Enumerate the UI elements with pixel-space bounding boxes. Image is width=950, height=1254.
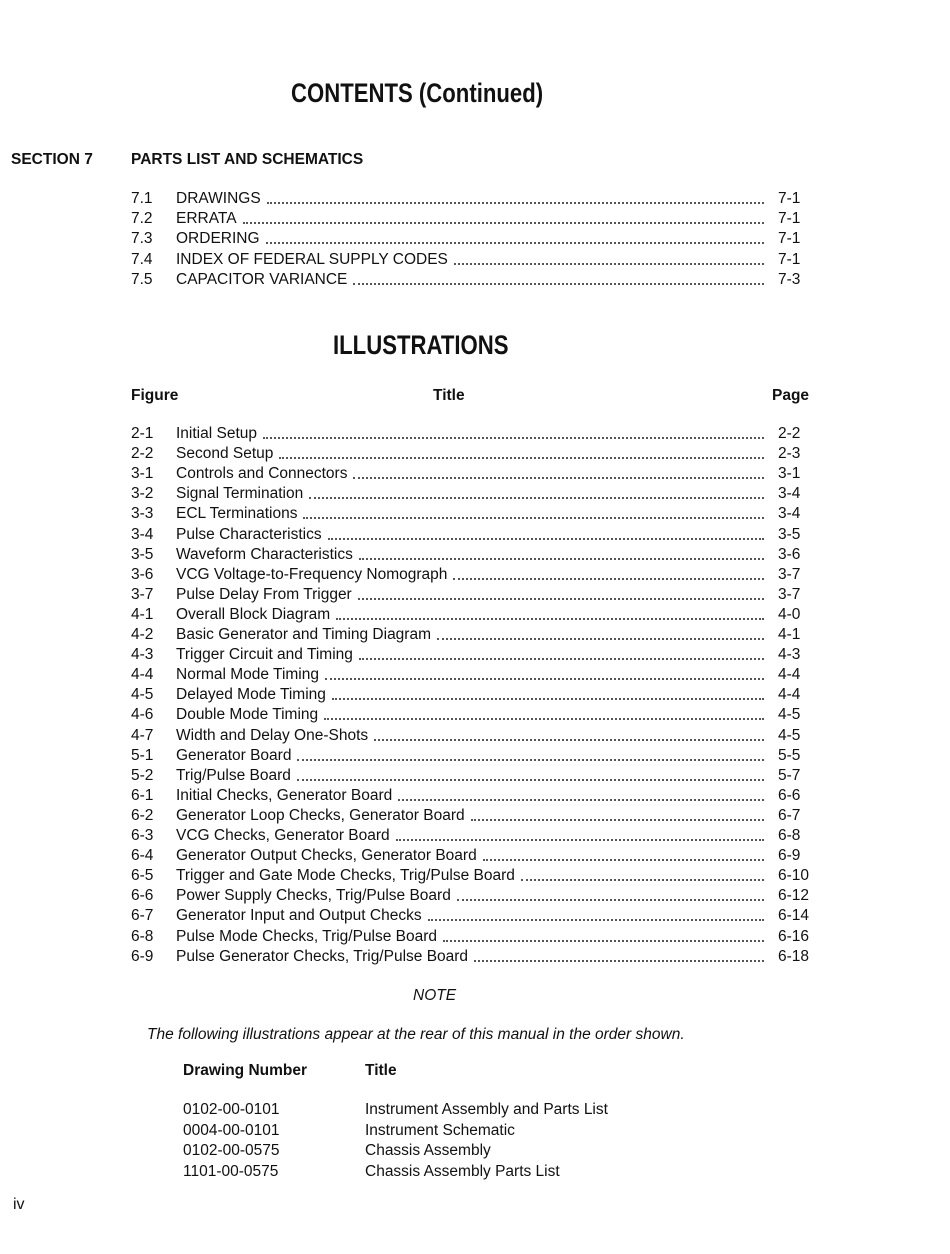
row-number: 3-2 [131, 485, 154, 503]
dot-leader [443, 927, 764, 947]
row-number: 4-3 [131, 646, 154, 664]
dot-leader [309, 484, 764, 504]
dot-leader [328, 525, 764, 545]
dot-leader [358, 585, 764, 605]
note-heading: NOTE [413, 987, 457, 1004]
dot-leader [457, 886, 764, 906]
dot-leader [332, 685, 764, 705]
illustration-row [0, 645, 950, 665]
section-title: PARTS LIST AND SCHEMATICS [131, 151, 364, 168]
contents-row [0, 250, 950, 270]
row-number: 7.2 [131, 210, 153, 228]
row-title: Basic Generator and Timing Diagram [176, 626, 432, 643]
illustration-row [0, 906, 950, 926]
row-title: Second Setup [176, 445, 274, 463]
illustration-row [0, 685, 950, 705]
row-page: 7-1 [778, 250, 801, 268]
row-title: VCG Voltage-to-Frequency Nomograph [176, 565, 448, 583]
dot-leader [359, 645, 764, 665]
illustration-row [0, 605, 950, 625]
illustration-row [0, 947, 950, 967]
row-number: 2-2 [131, 445, 154, 463]
row-title: Trigger Circuit and Timing [176, 646, 353, 664]
row-number: 3-3 [131, 505, 154, 523]
row-page: 5-5 [778, 746, 801, 764]
row-number: 7.1 [131, 190, 153, 207]
dot-leader [263, 424, 764, 444]
dot-leader [453, 565, 764, 585]
row-number: 6-3 [131, 827, 154, 844]
title-column-header: Title [433, 387, 465, 404]
row-page: 6-8 [778, 827, 801, 844]
dot-leader [303, 504, 764, 524]
row-number: 7.4 [131, 250, 153, 268]
contents-heading: CONTENTS (Continued) [291, 78, 544, 108]
illustrations-heading: ILLUSTRATIONS [333, 330, 509, 360]
dot-leader [359, 545, 764, 565]
row-number: 6-5 [131, 867, 154, 885]
row-number: 7.3 [131, 230, 153, 248]
dot-leader [297, 746, 764, 766]
illustration-row [0, 464, 950, 484]
row-title: ECL Terminations [176, 505, 298, 523]
illustration-row [0, 866, 950, 886]
row-page: 4-5 [778, 726, 801, 744]
row-title: Trig/Pulse Board [176, 766, 291, 784]
illustration-row [0, 484, 950, 504]
row-number: 7.5 [131, 270, 153, 288]
row-number: 4-6 [131, 706, 154, 724]
figure-column-header: Figure [131, 387, 179, 404]
row-title: Generator Output Checks, Generator Board [176, 847, 477, 865]
row-number: 6-6 [131, 887, 154, 905]
row-title: ERRATA [176, 210, 237, 228]
page-column-header: Page [772, 387, 810, 404]
drawing-title: Chassis Assembly [365, 1142, 491, 1159]
dot-leader [279, 444, 764, 464]
row-number: 6-9 [131, 947, 154, 965]
illustration-row [0, 504, 950, 524]
contents-row [0, 270, 950, 290]
page-number: iv [13, 1196, 25, 1213]
drawing-number-header: Drawing Number [183, 1062, 308, 1079]
illustration-row [0, 665, 950, 685]
row-page: 6-12 [778, 887, 810, 905]
row-title: Power Supply Checks, Trig/Pulse Board [176, 887, 451, 905]
row-page: 4-4 [778, 686, 801, 704]
drawing-title: Instrument Schematic [365, 1121, 515, 1139]
illustration-row [0, 424, 950, 444]
row-page: 3-4 [778, 485, 801, 503]
dot-leader [396, 826, 764, 846]
row-number: 6-2 [131, 806, 154, 824]
contents-row [0, 209, 950, 229]
row-title: Pulse Characteristics [176, 525, 322, 543]
row-number: 6-4 [131, 847, 154, 865]
row-title: Initial Setup [176, 425, 257, 442]
row-number: 4-5 [131, 686, 154, 704]
row-title: ORDERING [176, 230, 260, 248]
row-number: 4-7 [131, 726, 154, 744]
dot-leader [474, 947, 764, 967]
row-number: 4-2 [131, 626, 154, 643]
row-number: 3-4 [131, 525, 154, 543]
row-title: VCG Checks, Generator Board [176, 827, 390, 844]
row-page: 7-1 [778, 190, 801, 207]
dot-leader [521, 866, 764, 886]
row-title: Double Mode Timing [176, 706, 319, 724]
illustration-row [0, 886, 950, 906]
contents-row [0, 189, 950, 209]
section-label: SECTION 7 [11, 151, 93, 168]
dot-leader [267, 189, 764, 209]
illustration-row [0, 746, 950, 766]
dot-leader [243, 209, 764, 229]
illustration-row [0, 826, 950, 846]
row-page: 6-10 [778, 867, 810, 885]
row-title: Generator Loop Checks, Generator Board [176, 806, 465, 824]
dot-leader [398, 786, 764, 806]
drawing-title-header: Title [365, 1062, 397, 1079]
row-page: 3-5 [778, 525, 801, 543]
row-page: 7-3 [778, 270, 801, 288]
dot-leader [353, 464, 764, 484]
dot-leader [454, 250, 764, 270]
dot-leader [353, 270, 764, 290]
row-page: 6-9 [778, 847, 801, 865]
row-title: Width and Delay One-Shots [176, 726, 369, 744]
illustration-row [0, 927, 950, 947]
row-title: Normal Mode Timing [176, 666, 319, 684]
row-page: 4-3 [778, 646, 801, 664]
row-page: 3-7 [778, 565, 801, 583]
dot-leader [437, 625, 764, 645]
drawing-title: Instrument Assembly and Parts List [365, 1101, 608, 1118]
illustration-row [0, 766, 950, 786]
row-number: 4-1 [131, 605, 154, 623]
row-number: 2-1 [131, 425, 154, 442]
row-number: 3-5 [131, 545, 154, 563]
row-number: 5-2 [131, 766, 154, 784]
row-page: 7-1 [778, 230, 801, 248]
drawing-number: 1101-00-0575 [183, 1162, 279, 1180]
illustration-row [0, 806, 950, 826]
dot-leader [374, 726, 764, 746]
row-title: Initial Checks, Generator Board [176, 786, 393, 804]
illustration-row [0, 565, 950, 585]
dot-leader [325, 665, 764, 685]
row-number: 6-1 [131, 786, 154, 804]
row-title: Signal Termination [176, 485, 304, 503]
drawing-number: 0004-00-0101 [183, 1121, 280, 1139]
row-title: Waveform Characteristics [176, 545, 353, 563]
row-number: 3-1 [131, 465, 154, 483]
row-page: 6-6 [778, 786, 801, 804]
illustration-row [0, 545, 950, 565]
dot-leader [324, 705, 764, 725]
illustration-row [0, 525, 950, 545]
drawing-title: Chassis Assembly Parts List [365, 1162, 560, 1180]
row-number: 5-1 [131, 746, 154, 764]
row-title: Pulse Generator Checks, Trig/Pulse Board [176, 947, 469, 965]
row-number: 4-4 [131, 666, 154, 684]
illustration-row [0, 444, 950, 464]
illustration-row [0, 726, 950, 746]
dot-leader [471, 806, 764, 826]
illustration-row [0, 786, 950, 806]
row-title: INDEX OF FEDERAL SUPPLY CODES [176, 250, 448, 268]
row-page: 6-16 [778, 927, 810, 945]
illustration-row [0, 625, 950, 645]
row-number: 6-8 [131, 927, 154, 945]
row-page: 3-7 [778, 585, 801, 603]
row-page: 3-6 [778, 545, 801, 563]
row-page: 3-1 [778, 465, 801, 483]
row-title: Pulse Mode Checks, Trig/Pulse Board [176, 927, 438, 945]
drawing-number: 0102-00-0101 [183, 1101, 280, 1118]
dot-leader [428, 906, 764, 926]
dot-leader [336, 605, 764, 625]
row-page: 7-1 [778, 210, 801, 228]
row-page: 4-1 [778, 626, 801, 643]
note-text: The following illustrations appear at the rear of this manual in the order shown. [147, 1026, 685, 1043]
row-number: 3-7 [131, 585, 154, 603]
row-page: 2-2 [778, 425, 801, 442]
row-number: 3-6 [131, 565, 154, 583]
row-title: DRAWINGS [176, 190, 261, 207]
row-page: 6-18 [778, 947, 810, 965]
row-title: Generator Board [176, 746, 292, 764]
contents-row [0, 229, 950, 249]
row-page: 5-7 [778, 766, 801, 784]
row-page: 2-3 [778, 445, 801, 463]
illustration-row [0, 585, 950, 605]
row-number: 6-7 [131, 907, 154, 925]
row-title: Trigger and Gate Mode Checks, Trig/Pulse Board [176, 867, 515, 885]
dot-leader [297, 766, 764, 786]
drawing-number: 0102-00-0575 [183, 1142, 280, 1159]
row-title: Generator Input and Output Checks [176, 907, 422, 925]
row-page: 6-14 [778, 907, 810, 925]
dot-leader [266, 229, 764, 249]
row-page: 3-4 [778, 505, 801, 523]
dot-leader [483, 846, 764, 866]
row-title: CAPACITOR VARIANCE [176, 270, 348, 288]
row-page: 4-4 [778, 666, 801, 684]
illustration-row [0, 705, 950, 725]
row-title: Pulse Delay From Trigger [176, 585, 352, 603]
illustration-row [0, 846, 950, 866]
row-title: Delayed Mode Timing [176, 686, 326, 704]
row-page: 4-5 [778, 706, 801, 724]
row-title: Controls and Connectors [176, 465, 348, 483]
row-page: 6-7 [778, 806, 801, 824]
row-page: 4-0 [778, 605, 801, 623]
row-title: Overall Block Diagram [176, 605, 331, 623]
